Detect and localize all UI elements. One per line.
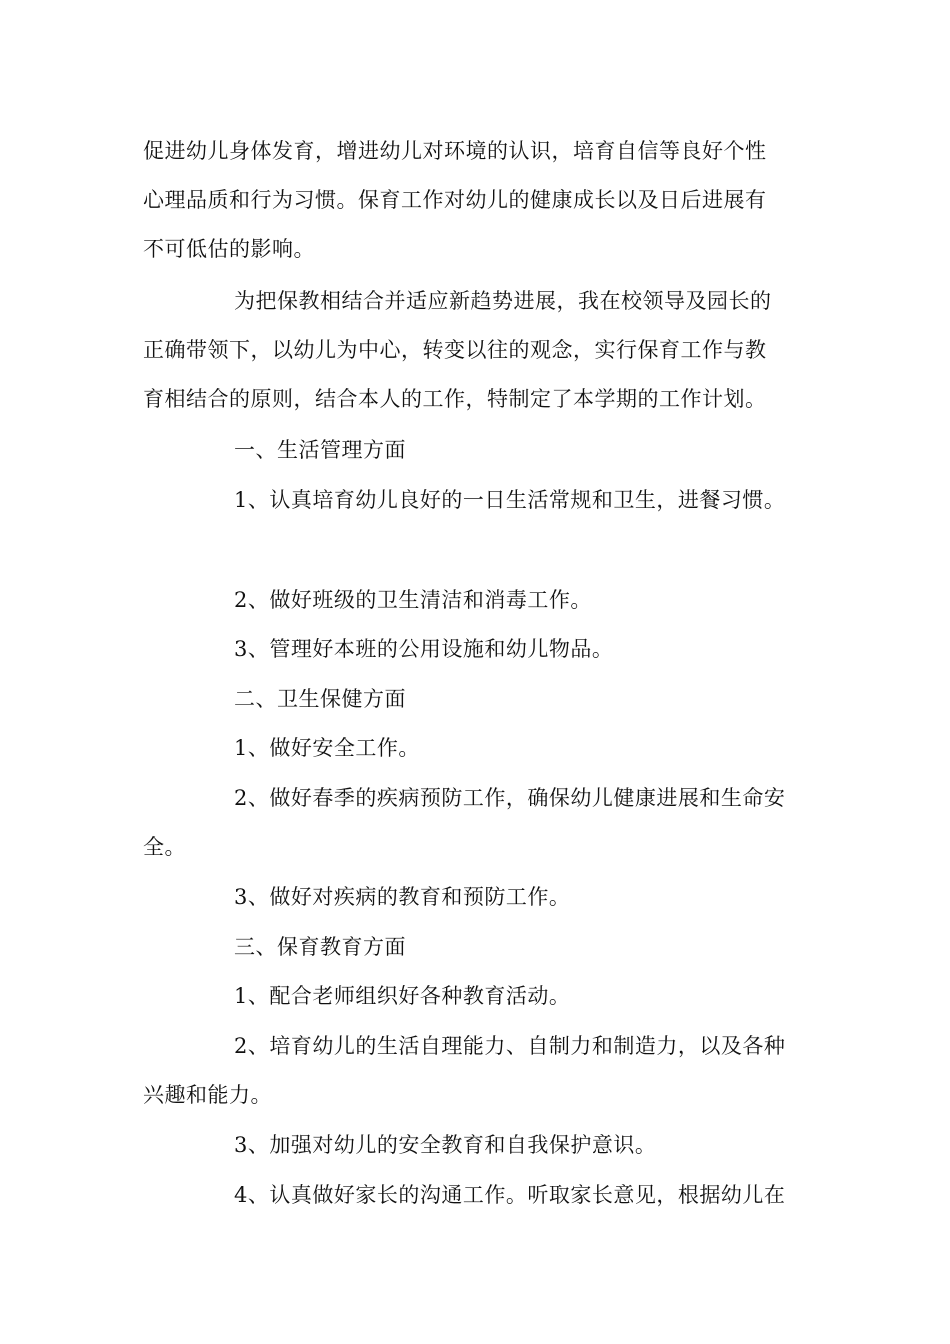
- list-item-3-4: 4、认真做好家长的沟通工作。听取家长意见，根据幼儿在: [234, 1183, 786, 1207]
- list-item-3-1: 1、配合老师组织好各种教育活动。: [234, 984, 571, 1008]
- list-item-2-3: 3、做好对疾病的教育和预防工作。: [234, 885, 571, 909]
- list-item-1-3: 3、管理好本班的公用设施和幼儿物品。: [234, 637, 614, 661]
- list-item-2-1: 1、做好安全工作。: [234, 736, 420, 760]
- section-heading-1: 一、生活管理方面: [234, 438, 406, 462]
- paragraph-line-2: 心理品质和行为习惯。保育工作对幼儿的健康成长以及日后进展有: [143, 188, 767, 212]
- section-heading-2: 二、卫生保健方面: [234, 687, 406, 711]
- list-item-1-2: 2、做好班级的卫生清洁和消毒工作。: [234, 588, 592, 612]
- list-item-3-2: 2、培育幼儿的生活自理能力、自制力和制造力，以及各种: [234, 1034, 786, 1058]
- paragraph-line-5: 正确带领下，以幼儿为中心，转变以往的观念，实行保育工作与教: [143, 338, 767, 362]
- paragraph-line-6: 育相结合的原则，结合本人的工作，特制定了本学期的工作计划。: [143, 387, 767, 411]
- list-item-3-2-cont: 兴趣和能力。: [143, 1083, 272, 1107]
- list-item-2-2-cont: 全。: [143, 835, 186, 859]
- section-heading-3: 三、保育教育方面: [234, 935, 406, 959]
- list-item-2-2: 2、做好春季的疾病预防工作，确保幼儿健康进展和生命安: [234, 786, 786, 810]
- paragraph-line-4: 为把保教相结合并适应新趋势进展，我在校领导及园长的: [234, 289, 772, 313]
- paragraph-line-3: 不可低估的影响。: [143, 237, 315, 261]
- paragraph-line-1: 促进幼儿身体发育，增进幼儿对环境的认识，培育自信等良好个性: [143, 139, 767, 163]
- list-item-1-1: 1、认真培育幼儿良好的一日生活常规和卫生，进餐习惯。: [234, 488, 786, 512]
- list-item-3-3: 3、加强对幼儿的安全教育和自我保护意识。: [234, 1133, 657, 1157]
